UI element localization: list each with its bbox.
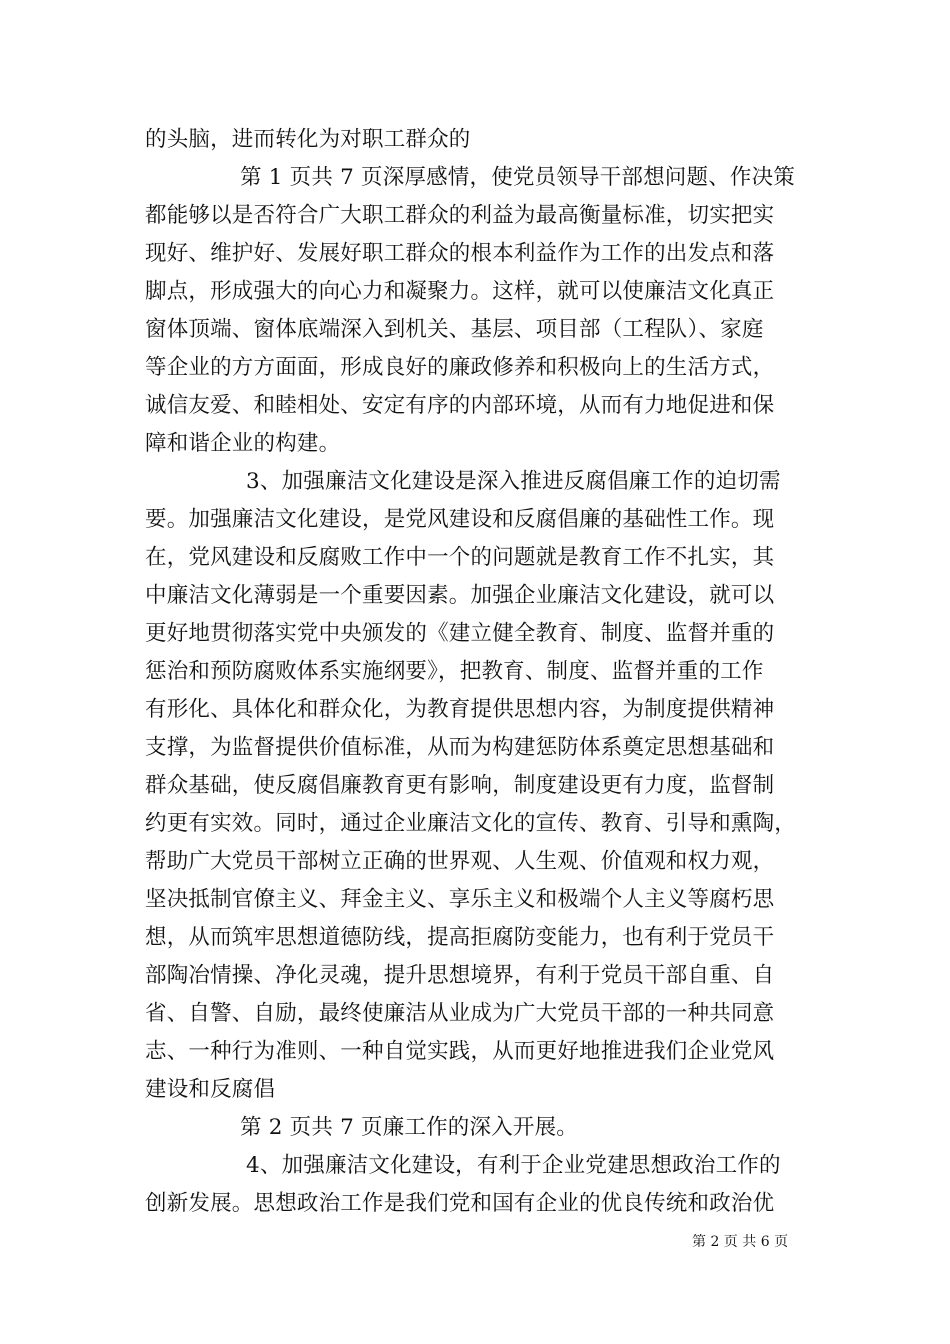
text-line-20: 帮助广大党员干部树立正确的世界观、人生观、价值观和权力观， [145, 849, 775, 874]
text-line-29: 创新发展。思想政治工作是我们党和国有企业的优良传统和政治优 [145, 1191, 775, 1216]
text-line-5: 脚点，形成强大的向心力和凝聚力。这样，就可以使廉洁文化真正 [145, 279, 775, 304]
text-line-26: 建设和反腐倡 [145, 1077, 276, 1102]
page-number-footer: 第 2 页 共 6 页 [692, 1234, 789, 1250]
text-line-25: 志、一种行为准则、一种自觉实践，从而更好地推进我们企业党风 [145, 1039, 775, 1064]
text-line-16: 有形化、具体化和群众化，为教育提供思想内容，为制度提供精神 [145, 697, 775, 722]
text-line-6: 窗体顶端、窗体底端深入到机关、基层、项目部（工程队）、家庭 [145, 317, 764, 342]
text-line-13: 中廉洁文化薄弱是一个重要因素。加强企业廉洁文化建设，就可以 [145, 583, 775, 608]
text-line-27: 第 2 页共 7 页廉工作的深入开展。 [240, 1115, 578, 1140]
text-line-14: 更好地贯彻落实党中央颁发的《建立健全教育、制度、监督并重的 [145, 621, 775, 646]
text-line-22: 想，从而筑牢思想道德防线，提高拒腐防变能力，也有利于党员干 [145, 925, 775, 950]
text-line-23: 部陶冶情操、净化灵魂，提升思想境界，有利于党员干部自重、自 [145, 963, 775, 988]
text-line-8: 诚信友爱、和睦相处、安定有序的内部环境，从而有力地促进和保 [145, 393, 775, 418]
text-line-28: 4、加强廉洁文化建设，有利于企业党建思想政治工作的 [246, 1153, 781, 1178]
text-line-4: 现好、维护好、发展好职工群众的根本利益作为工作的出发点和落 [145, 241, 775, 266]
text-line-21: 坚决抵制官僚主义、拜金主义、享乐主义和极端个人主义等腐朽思 [145, 887, 775, 912]
text-line-7: 等企业的方方面面，形成良好的廉政修养和积极向上的生活方式， [145, 355, 775, 380]
text-line-10: 3、加强廉洁文化建设是深入推进反腐倡廉工作的迫切需 [246, 469, 781, 494]
text-line-15: 惩治和预防腐败体系实施纲要》，把教育、制度、监督并重的工作 [145, 659, 764, 684]
text-line-12: 在，党风建设和反腐败工作中一个的问题就是教育工作不扎实，其 [145, 545, 775, 570]
text-line-11: 要。加强廉洁文化建设，是党风建设和反腐倡廉的基础性工作。现 [145, 507, 775, 532]
text-line-17: 支撑，为监督提供价值标准，从而为构建惩防体系奠定思想基础和 [145, 735, 775, 760]
text-line-1: 的头脑，进而转化为对职工群众的 [145, 127, 471, 152]
text-line-9: 障和谐企业的构建。 [145, 431, 341, 456]
text-line-3: 都能够以是否符合广大职工群众的利益为最高衡量标准，切实把实 [145, 203, 775, 228]
text-line-19: 约更有实效。同时，通过企业廉洁文化的宣传、教育、引导和熏陶， [145, 811, 797, 836]
text-line-2: 第 1 页共 7 页深厚感情，使党员领导干部想问题、作决策 [240, 165, 795, 190]
text-line-24: 省、自警、自励，最终使廉洁从业成为广大党员干部的一种共同意 [145, 1001, 775, 1026]
text-line-18: 群众基础，使反腐倡廉教育更有影响，制度建设更有力度，监督制 [145, 773, 775, 798]
